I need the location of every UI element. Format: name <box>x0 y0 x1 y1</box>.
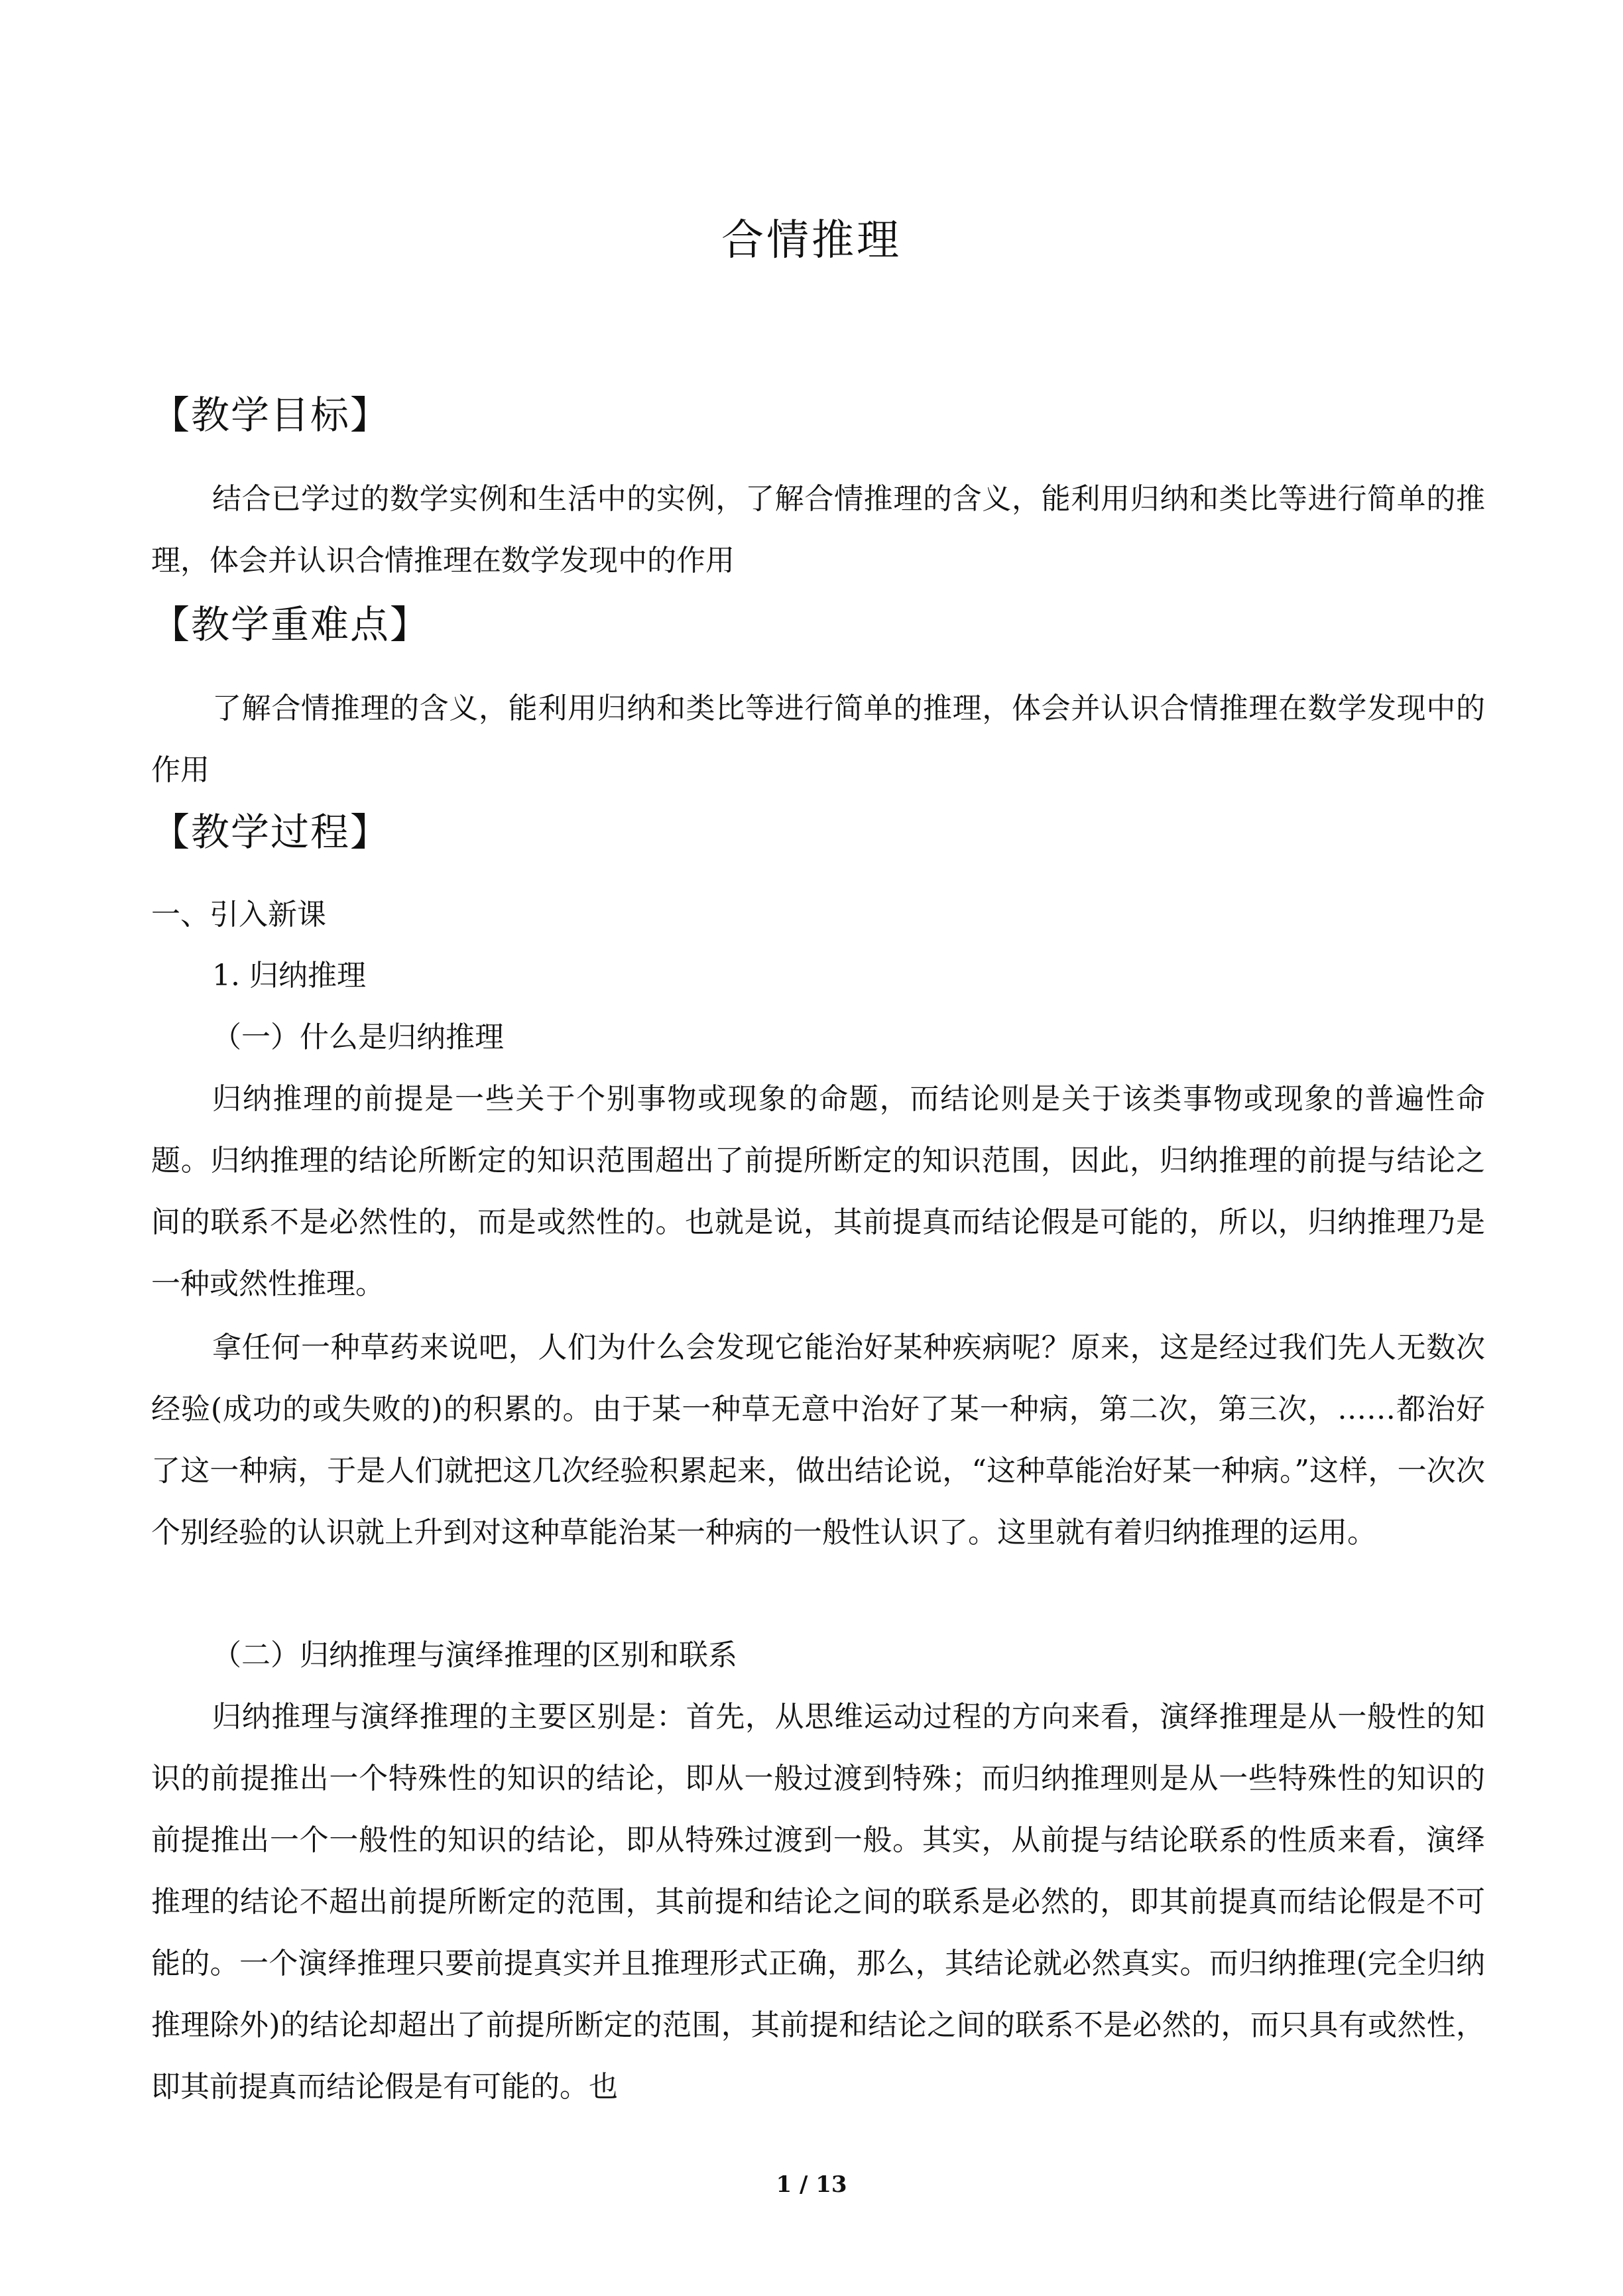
item-heading: 1. 归纳推理 <box>212 959 366 993</box>
page-number: 1 / 13 <box>776 2171 847 2198</box>
key-points-heading: 【教学重难点】 <box>151 602 430 647</box>
subsection-2-paragraph-1: 归纳推理与演绎推理的主要区别是：首先，从思维运动过程的方向来看，演绎推理是从一般性的知识的前提推出一个特殊性的知识的结论，即从一般过渡到特殊；而归纳推理则是从一些特殊性的知识的前提推出一个一般性的知识的结论，即从特殊过渡到一般。其实，从前提与结论联系的性质来看，演绎推理的结论不超出前提所断定的范围，其前提和结论之间的联系是必然的，即其前提真而结论假是不可能的。一个演绎推理只要前提真实并且推理形式正确，那么，其结论就必然真实。而归纳推理(完全归纳推理除外)的结论却超出了前提所断定的范围，其前提和结论之间的联系不是必然的，而只具有或然性，即其前提真而结论假是有可能的。也 <box>151 1700 1485 2104</box>
subsection-1-paragraph-1: 归纳推理的前提是一些关于个别事物或现象的命题，而结论则是关于该类事物或现象的普遍性命题。归纳推理的结论所断定的知识范围超出了前提所断定的知识范围，因此，归纳推理的前提与结论之间的联系不是必然性的，而是或然性的。也就是说，其前提真而结论假是可能的，所以，归纳推理乃是一种或然性推理。 <box>151 1082 1485 1301</box>
part-heading: 一、引入新课 <box>151 898 326 932</box>
key-points-paragraph: 了解合情推理的含义，能利用归纳和类比等进行简单的推理，体会并认识合情推理在数学发现中的作用 <box>151 692 1485 787</box>
subsection-heading-2: （二）归纳推理与演绎推理的区别和联系 <box>212 1638 737 1672</box>
subsection-heading-1: （一）什么是归纳推理 <box>212 1020 504 1054</box>
objectives-heading: 【教学目标】 <box>151 393 391 438</box>
process-heading: 【教学过程】 <box>151 810 391 855</box>
objectives-paragraph: 结合已学过的数学实例和生活中的实例，了解合情推理的含义，能利用归纳和类比等进行简单的推理，体会并认识合情推理在数学发现中的作用 <box>151 482 1485 577</box>
document-title: 合情推理 <box>721 216 902 265</box>
subsection-1-paragraph-2: 拿任何一种草药来说吧，人们为什么会发现它能治好某种疾病呢？原来，这是经过我们先人无数次经验(成功的或失败的)的积累的。由于某一种草无意中治好了某一种病，第二次，第三次，……都治好了这一种病，于是人们就把这几次经验积累起来，做出结论说，“这种草能治好某一种病。”这样，一次次个别经验的认识就上升到对这种草能治某一种病的一般性认识了。这里就有着归纳推理的运用。 <box>151 1331 1485 1549</box>
